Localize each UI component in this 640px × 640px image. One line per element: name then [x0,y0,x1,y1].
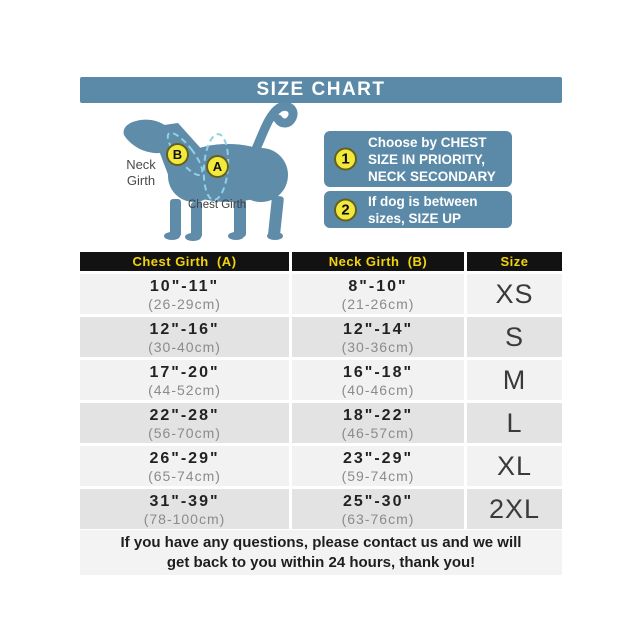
chest-inches: 22"-28" [149,406,220,424]
chest-girth-cell [80,317,289,357]
chest-girth-cell [80,403,289,443]
tip-2-text: sizes, SIZE UP [368,210,462,226]
chest-cm: (44-52cm) [148,381,221,398]
footer-line: If you have any questions, please contact us and we will [120,533,522,551]
tip-1-number-icon: 1 [334,148,357,171]
chest-cm: (30-40cm) [148,338,221,355]
tip-2-number-icon: 2 [334,198,357,221]
size-cell [467,446,562,486]
neck-inches: 23"-29" [342,449,414,467]
neck-inches: 18"-22" [342,406,414,424]
size-value: S [504,321,524,352]
chest-inches: 12"-16" [149,320,220,338]
neck-cm: (59-74cm) [341,467,415,484]
column-header-neck-girth: Neck Girth (B) [292,252,464,271]
chest-girth-label: Chest Girth [188,199,247,211]
chest-inches: 17"-20" [149,363,220,381]
chest-inches: 31"-39" [149,492,220,510]
tip-2-text: If dog is between [368,193,478,209]
chest-girth-cell [80,274,289,314]
dog-tail [256,106,293,149]
size-value: XL [496,450,533,481]
tip-2 [324,191,512,228]
neck-badge-b: B [166,143,189,166]
neck-cm: (21-26cm) [341,295,415,312]
size-table [80,252,562,529]
neck-girth-cell [292,317,464,357]
neck-girth-label: Neck Girth [126,157,156,188]
chest-girth-cell [80,489,289,529]
neck-inches: 8"-10" [348,277,408,295]
tip-1-text: Choose by CHEST [368,134,487,150]
size-cell [467,360,562,400]
footer-note [80,530,562,575]
neck-girth-cell [292,403,464,443]
neck-cm: (46-57cm) [341,424,415,441]
neck-inches: 16"-18" [342,363,414,381]
chest-cm: (26-29cm) [148,295,221,312]
neck-cm: (40-46cm) [341,381,415,398]
size-cell [467,274,562,314]
neck-girth-cell [292,446,464,486]
tip-1-text: SIZE IN PRIORITY, [368,151,486,167]
page-title: SIZE CHART [80,77,562,103]
neck-cm: (63-76cm) [341,510,415,527]
size-value: M [502,364,527,395]
neck-inches: 25"-30" [342,492,414,510]
neck-inches: 12"-14" [342,320,414,338]
neck-girth-cell [292,274,464,314]
neck-girth-cell [292,360,464,400]
size-cell [467,317,562,357]
size-value: XS [495,278,534,309]
chest-cm: (56-70cm) [148,424,221,441]
column-header-size: Size [467,252,562,271]
footer-line: get back to you within 24 hours, thank you! [166,553,476,571]
size-cell [467,489,562,529]
chest-badge-a: A [206,155,229,178]
column-header-chest-girth: Chest Girth (A) [80,252,289,271]
neck-cm: (30-36cm) [341,338,415,355]
chest-cm: (65-74cm) [148,467,221,484]
chest-inches: 26"-29" [149,449,220,467]
chest-girth-cell [80,446,289,486]
neck-girth-cell [292,489,464,529]
size-cell [467,403,562,443]
chest-cm: (78-100cm) [143,510,226,527]
chest-inches: 10"-11" [149,277,220,295]
size-value: L [506,407,523,438]
measurement-illustration [78,103,562,252]
size-value: 2XL [488,493,541,524]
dog-illustration [78,103,308,252]
tip-1 [324,131,512,187]
chest-girth-cell [80,360,289,400]
tip-1-text: NECK SECONDARY [368,168,496,184]
